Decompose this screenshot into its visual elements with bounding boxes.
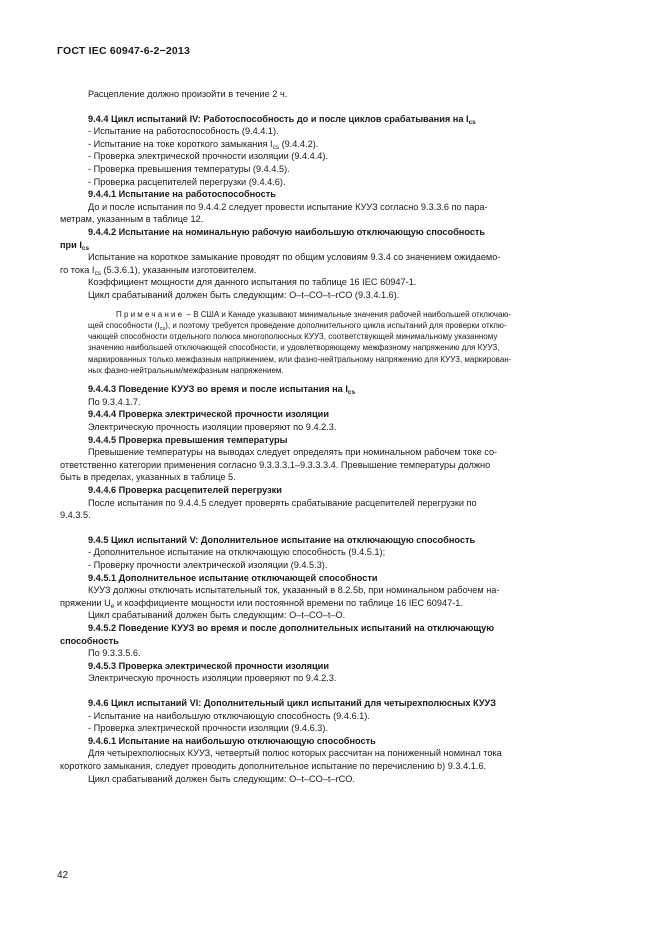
paragraph-continuation: метрам, указанным в таблице 12. [60, 214, 204, 225]
subsection-heading-continuation: способность [60, 635, 119, 646]
paragraph-continuation: ответственно категории применения согласно 9.3.3.3.1–9.3.3.3.4. Превышение температуры должно [60, 459, 491, 470]
subsection-heading: 9.4.4.3 Поведение КУУЗ во время и после испытания на $I_{cs}$ [88, 384, 356, 397]
section-heading-9-4-5: 9.4.5 Цикл испытаний V: Дополнительное испытание на отключающую способность [88, 534, 476, 545]
note-line: маркированных только межфазным напряжением, или фазно-нейтральному напряжению для КУУЗ, маркирован- [88, 354, 512, 364]
subsection-heading: 9.4.4.5 Проверка превышения температуры [88, 434, 288, 445]
page-number: 42 [57, 870, 69, 881]
note-line: чающей способности отдельного полюса многополюсных КУУЗ, соответствующей минимальному указанному [88, 332, 498, 342]
note: Примечание – В США и Канаде указывают минимальные значения рабочей наибольшей отключаю- [116, 309, 512, 319]
subsection-heading: 9.4.6.1 Испытание на наибольшую отключающую способность [88, 735, 376, 746]
list-item: - Проверка электрической прочности изоляции (9.4.6.3). [88, 723, 329, 734]
list-item: - Проверка превышения температуры (9.4.4.5). [88, 163, 290, 174]
section-heading-9-4-6: 9.4.6 Цикл испытаний VI: Дополнительный цикл испытаний для четырехполюсных КУУЗ [88, 697, 497, 708]
paragraph: До и после испытания по 9.4.4.2 следует провести испытание КУУЗ согласно 9.3.3.6 по пара- [88, 201, 488, 212]
note-line: щей способности $(I_{cs})$, и поэтому требуется проведение дополнительного цикла испытаний для проверки отклю- [88, 320, 507, 332]
paragraph: Электрическую прочность изоляции проверяют по 9.4.2.3. [88, 673, 337, 684]
list-item: - Испытание на работоспособность (9.4.4.1). [88, 126, 279, 137]
list-item: - Испытание на токе короткого замыкания $I_{cs}$ (9.4.4.2). [88, 138, 319, 151]
subsection-heading-continuation: при $I_{cs}$ [60, 239, 90, 252]
paragraph: Цикл срабатываний должен быть следующим: O–t–CO–t–O. [88, 610, 346, 621]
list-item: - Проверка электрической прочности изоляции (9.4.4.4). [88, 151, 329, 162]
paragraph-continuation: быть в пределах, указанных в таблице 5. [60, 472, 236, 483]
paragraph: Цикл срабатываний должен быть следующим: O–t–CO–t–rCO (9.3.4.1.6). [88, 289, 400, 300]
list-item: - Проверку прочности электрической изоляции (9.4.5.3). [88, 560, 328, 570]
paragraph: Коэффициент мощности для данного испытания по таблице 16 IEC 60947-1. [88, 277, 417, 288]
subsection-heading: 9.4.4.4 Проверка электрической прочности изоляции [88, 409, 329, 420]
paragraph: Испытание на короткое замыкание проводят по общим условиям 9.3.4 со значением ожидаемо- [88, 252, 501, 263]
list-item: - Дополнительное испытание на отключающую способность (9.4.5.1); [88, 547, 386, 558]
list-item: - Испытание на наибольшую отключающую способность (9.4.6.1). [88, 710, 370, 721]
paragraph: Цикл срабатываний должен быть следующим: O–t–CO–t–rCO. [88, 773, 355, 784]
subsection-heading: 9.4.5.3 Проверка электрической прочности изоляции [88, 660, 329, 671]
note-line: значению наибольшей отключающей способности, и удовлетворяющему межфазному напряжению для КУУЗ, [88, 343, 500, 353]
subsection-heading: 9.4.4.2 Испытание на номинальную рабочую наибольшую отключающую способность [88, 226, 486, 237]
subsection-heading: 9.4.4.6 Проверка расцепителей перегрузки [88, 485, 282, 496]
paragraph: По 9.3.3.5.6. [88, 648, 141, 659]
paragraph: После испытания по 9.4.4.5 следует проверять срабатывание расцепителей перегрузки по [88, 497, 477, 508]
document-body [60, 88, 593, 785]
paragraph: Превышение температуры на выводах следует определять при номинальном рабочем токе со- [88, 447, 498, 458]
paragraph: По 9.3.4.1.7. [88, 396, 141, 407]
paragraph-continuation: короткого замыкания, следует проводить дополнительное испытание по перечислению b) 9.3.4.1.6. [60, 760, 487, 771]
list-item: - Проверка расцепителей перегрузки (9.4.4.6). [88, 176, 286, 187]
paragraph: Электрическую прочность изоляции проверяют по 9.4.2.3. [88, 422, 337, 433]
paragraph-continuation: пряжении $U_e$ и коэффициенте мощности или постоянной времени по таблице 16 IEC 60947-1. [60, 597, 463, 610]
section-heading-9-4-4: 9.4.4 Цикл испытаний IV: Работоспособность до и после циклов срабатывания на $I_{cs}$ [88, 113, 476, 126]
subsection-heading: 9.4.5.1 Дополнительное испытание отключающей способности [88, 572, 378, 583]
paragraph: Для четырехполюсных КУУЗ, четвертый полюс которых рассчитан на пониженный номинал тока [88, 748, 502, 759]
subsection-heading: 9.4.4.1 Испытание на работоспособность [88, 189, 276, 200]
paragraph: Расцепление должно произойти в течение 2 ч. [88, 89, 288, 99]
document-header: ГОСТ IEC 60947-6-2−2013 [57, 45, 191, 57]
paragraph: КУУЗ должны отключать испытательный ток, указанный в 8.2.5b, при номинальном рабочем на- [88, 585, 500, 596]
paragraph-continuation: 9.4.3.5. [60, 510, 91, 521]
paragraph-continuation: го тока $I_{cs}$ (5.3.6.1), указанным изготовителем. [60, 264, 257, 277]
note-line: ных фазно-нейтральным/межфазным напряжением. [88, 365, 284, 375]
subsection-heading: 9.4.5.2 Поведение КУУЗ во время и после дополнительных испытаний на отключающую [88, 622, 495, 633]
